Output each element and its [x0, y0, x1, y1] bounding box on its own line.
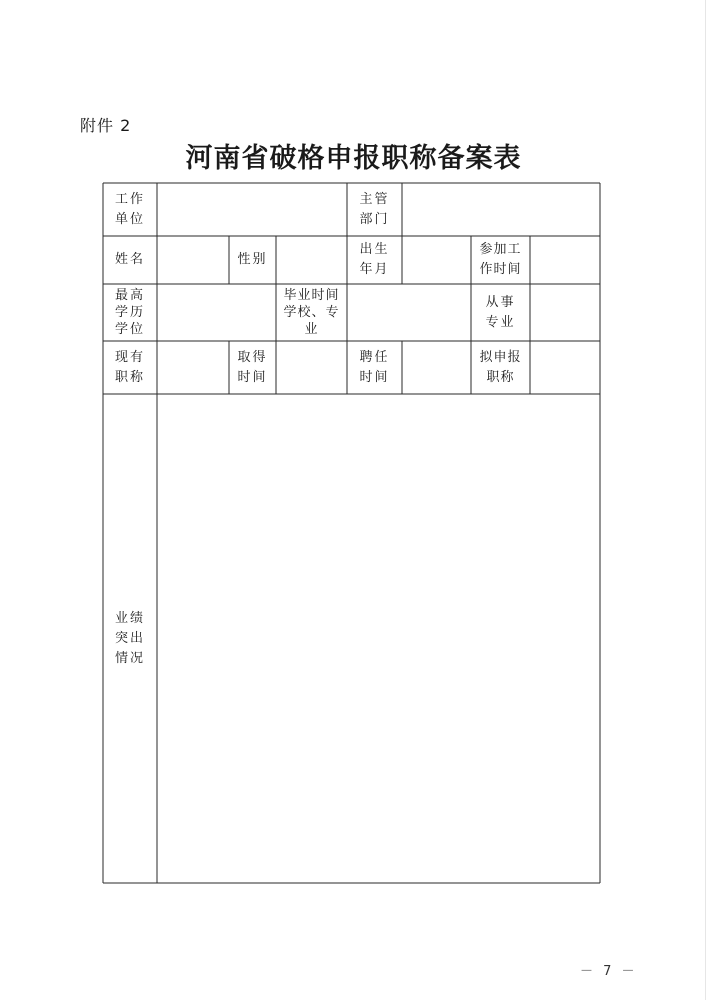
field-gender[interactable] — [276, 236, 347, 284]
field-specialty[interactable] — [530, 284, 600, 341]
label-obtained-time: 取得 时间 — [237, 349, 268, 385]
form-title: 河南省破格申报职称备案表 — [185, 143, 522, 174]
label-education: 最高 学历 学位 — [114, 288, 145, 337]
field-work-unit[interactable] — [157, 183, 347, 236]
label-hire-time: 聘任 时间 — [359, 349, 390, 385]
field-name[interactable] — [157, 236, 229, 284]
label-work-start: 参加工 作时间 — [479, 242, 522, 277]
label-work-unit: 工作 单位 — [114, 191, 145, 227]
field-work-start[interactable] — [530, 236, 600, 284]
label-department: 主管 部门 — [359, 191, 390, 227]
field-hire-time[interactable] — [402, 341, 471, 394]
attachment-label: 附件 2 — [80, 116, 132, 135]
field-education[interactable] — [157, 284, 276, 341]
field-target-title[interactable] — [530, 341, 600, 394]
label-achievements: 业绩 突出 情况 — [114, 610, 145, 666]
label-gender: 性别 — [237, 252, 268, 267]
field-birth[interactable] — [402, 236, 471, 284]
label-current-title: 现有 职称 — [114, 349, 145, 385]
label-target-title: 拟申报 职称 — [479, 349, 522, 385]
field-obtained-time[interactable] — [276, 341, 347, 394]
field-current-title[interactable] — [157, 341, 229, 394]
label-graduation: 毕业时间 学校、专 业 — [283, 288, 340, 337]
page-number: － 7 － — [580, 964, 638, 979]
label-name: 姓名 — [114, 252, 145, 267]
field-graduation[interactable] — [347, 284, 471, 341]
label-birth: 出生 年月 — [359, 242, 390, 277]
label-specialty: 从事 专业 — [485, 294, 516, 330]
field-achievements[interactable] — [157, 394, 600, 883]
field-department[interactable] — [402, 183, 600, 236]
